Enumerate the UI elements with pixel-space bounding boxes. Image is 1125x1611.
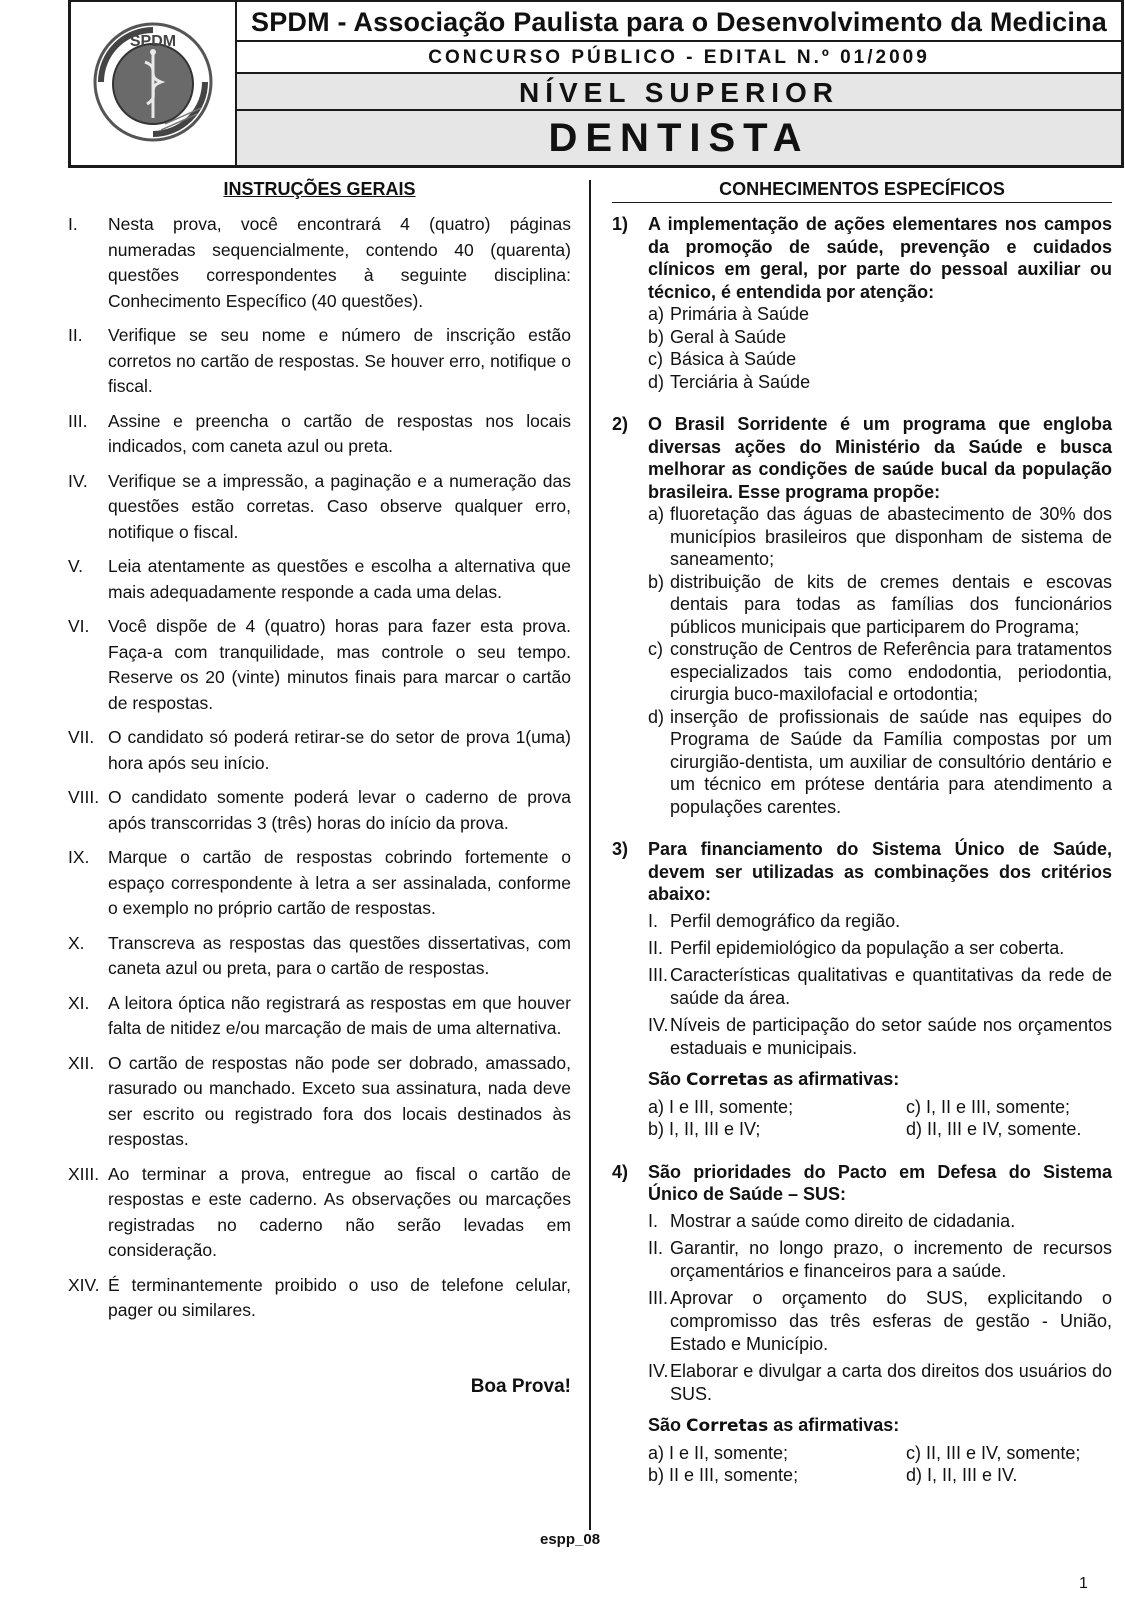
org-name: SPDM - Associação Paulista para o Desenvolvimento da Medicina <box>251 7 1107 37</box>
option-text: Geral à Saúde <box>670 326 787 347</box>
option-text: Terciária à Saúde <box>670 371 811 392</box>
statement-text: Aprovar o orçamento do SUS, explicitando o compromisso das três esferas de gestão - União, Estado e Município. <box>670 1287 1112 1354</box>
answer-option <box>612 503 1112 571</box>
statement-item <box>612 1360 1112 1406</box>
question-stem <box>612 1161 1112 1206</box>
instruction-item <box>68 785 571 836</box>
statement-item <box>612 964 1112 1010</box>
header-row-edital <box>237 42 1121 74</box>
instructions-column <box>68 176 571 1398</box>
instruction-item <box>68 1162 571 1264</box>
header-row-org <box>237 2 1121 42</box>
statement-num: I. <box>648 1210 659 1231</box>
instruction-text: Leia atentamente as questões e escolha a alternativa que mais adequadamente responde a cada uma delas. <box>108 556 571 602</box>
statement-num: IV. <box>648 1360 669 1381</box>
statement-text: Elaborar e divulgar a carta dos direitos dos usuários do SUS. <box>670 1360 1112 1404</box>
statement-num: II. <box>648 937 664 958</box>
question-number: 3) <box>612 839 629 859</box>
statement-num: III. <box>648 1287 669 1308</box>
instruction-item <box>68 469 571 546</box>
answer-option: d) I, II, III e IV. <box>906 1465 1018 1485</box>
header-row-nivel <box>237 74 1121 111</box>
instruction-num: V. <box>68 556 83 576</box>
question-text: São prioridades do Pacto em Defesa do Sistema Único de Saúde – SUS: <box>648 1161 1112 1204</box>
option-text: Primária à Saúde <box>670 304 810 324</box>
answer-options-grid <box>612 1442 1112 1487</box>
statement-text: Níveis de participação do setor saúde nos orçamentos estaduais e municipais. <box>670 1014 1112 1058</box>
instruction-text: A leitora óptica não registrará as respostas em que houver falta de nitidez e/ou marcação de mais de uma alternativa. <box>108 992 571 1038</box>
corretas-word: Corretas <box>686 1415 769 1436</box>
correct-prompt <box>612 1412 1112 1439</box>
statement-text: Características qualitativas e quantitativas da rede de saúde da área. <box>670 964 1112 1008</box>
question-2 <box>612 413 1112 818</box>
corretas-word: Corretas <box>686 1069 769 1090</box>
option-letter: c) <box>648 349 663 369</box>
option-letter: d) <box>648 371 665 392</box>
question-text: A implementação de ações elementares nos campos da promoção de saúde, prevenção e cuidados clínicos em geral, por parte do pessoal auxiliar ou técnico, é entendida por atenção: <box>648 214 1112 302</box>
instruction-text: Nesta prova, você encontrará 4 (quatro) páginas numeradas sequencialmente, contendo 40 (quarenta) questões correspondentes à seguinte disciplina: Conhecimento Específico (40 questões). <box>108 214 571 311</box>
instruction-text: O candidato só poderá retirar-se do setor de prova 1(uma) hora após seu início. <box>108 727 571 773</box>
exam-header <box>68 0 1124 168</box>
option-letter: b) <box>648 571 665 592</box>
instruction-num: VI. <box>68 616 90 636</box>
instruction-item <box>68 931 571 982</box>
instruction-text: Assine e preencha o cartão de respostas nos locais indicados, com caneta azul ou preta. <box>108 410 571 456</box>
instruction-item <box>68 409 571 460</box>
sao-word: São <box>648 1068 682 1089</box>
instruction-item <box>68 845 571 922</box>
option-letter: c) <box>648 639 663 659</box>
option-text: distribuição de kits de cremes dentais e escovas dentais para todas as famílias dos funcionários públicos municipais que participarem do Programa; <box>670 571 1112 637</box>
instruction-text: Você dispõe de 4 (quatro) horas para fazer esta prova. Faça-a com tranquilidade, mas controle o seu tempo. Reserve os 20 (vinte) minutos finais para marcar o cartão de respostas. <box>108 616 571 713</box>
instruction-num: II. <box>68 325 83 345</box>
instruction-num: VIII. <box>68 787 100 807</box>
option-letter: d) <box>648 706 665 727</box>
option-letter: a) <box>648 304 665 324</box>
answer-option <box>612 571 1112 639</box>
statement-text: Garantir, no longo prazo, o incremento de recursos orçamentários e financeiros para a saúde. <box>670 1237 1112 1281</box>
statement-num: IV. <box>648 1014 669 1035</box>
closing-text: Boa Prova! <box>470 1375 571 1397</box>
logo-text: SPDM <box>129 33 177 50</box>
answer-option: a) I e II, somente; <box>648 1442 789 1463</box>
option-text: fluoretação das águas de abastecimento de 30% dos municípios brasileiros que disponham de sistema de saneamento; <box>670 504 1112 569</box>
instruction-text: Transcreva as respostas das questões dissertativas, com caneta azul ou preta, para o cartão de respostas. <box>108 932 571 978</box>
edital-title: CONCURSO PÚBLICO - EDITAL N.º 01/2009 <box>428 47 930 68</box>
option-text: inserção de profissionais de saúde nas equipes do Programa de Saúde da Família compostas por um cirurgião-dentista, um auxiliar de consultório dentário e um técnico em prótese dentária para atendimento a populações carentes. <box>670 706 1112 817</box>
answer-option: b) II e III, somente; <box>648 1465 799 1485</box>
cargo-title: DENTISTA <box>548 116 810 160</box>
instruction-item <box>68 991 571 1042</box>
spdm-logo-icon <box>91 20 215 144</box>
answer-option: a) I e III, somente; <box>648 1096 794 1117</box>
statement-text: Mostrar a saúde como direito de cidadania. <box>670 1210 1016 1231</box>
question-1 <box>612 213 1112 393</box>
instruction-item <box>68 554 571 605</box>
question-stem <box>612 213 1112 303</box>
questions-title: CONHECIMENTOS ESPECÍFICOS <box>612 176 1112 203</box>
instruction-num: XIII. <box>68 1163 100 1184</box>
header-row-cargo <box>237 111 1121 165</box>
footer-code: espp_08 <box>540 1531 601 1548</box>
instruction-num: IV. <box>68 470 88 491</box>
page-number: 1 <box>1079 1575 1088 1592</box>
questions-column <box>612 176 1112 1507</box>
answer-options-grid <box>612 1096 1112 1141</box>
instruction-text: É terminantemente proibido o uso de telefone celular, pager ou similares. <box>108 1274 571 1320</box>
sao-word: São <box>648 1414 682 1435</box>
instruction-num: I. <box>68 214 78 234</box>
instructions-title: INSTRUÇÕES GERAIS <box>223 179 416 199</box>
answer-option: b) I, II, III e IV; <box>648 1119 761 1139</box>
question-number: 4) <box>612 1161 629 1182</box>
instruction-item <box>68 614 571 716</box>
correct-prompt <box>612 1066 1112 1093</box>
nivel-title: NÍVEL SUPERIOR <box>519 77 839 108</box>
question-stem <box>612 838 1112 906</box>
statement-item <box>612 1014 1112 1060</box>
instruction-text: O candidato somente poderá levar o caderno de prova após transcorridas 3 (três) horas do início da prova. <box>108 787 571 833</box>
answer-option <box>612 303 1112 326</box>
statement-num: I. <box>648 910 659 931</box>
instruction-item <box>68 725 571 776</box>
answer-option <box>612 371 1112 394</box>
instruction-item <box>68 1273 571 1324</box>
option-letter: b) <box>648 326 665 347</box>
afirmativas-word: as afirmativas: <box>773 1414 900 1435</box>
instruction-text: Marque o cartão de respostas cobrindo fortemente o espaço correspondente à letra a ser assinalada, conforme o exemplo no próprio cartão de respostas. <box>108 847 571 918</box>
question-number: 1) <box>612 214 629 234</box>
instruction-item <box>68 212 571 314</box>
statement-item <box>612 1237 1112 1283</box>
question-text: O Brasil Sorridente é um programa que engloba diversas ações do Ministério da Saúde e busca melhorar as condições de saúde bucal da população brasileira. Esse programa propõe: <box>648 414 1112 502</box>
answer-option <box>612 706 1112 819</box>
instruction-num: VII. <box>68 727 95 747</box>
instruction-item <box>68 1051 571 1153</box>
instruction-num: III. <box>68 410 88 431</box>
statement-num: III. <box>648 964 669 985</box>
option-text: Básica à Saúde <box>670 349 797 369</box>
logo-cell <box>71 2 237 165</box>
question-number: 2) <box>612 414 629 434</box>
statement-text: Perfil demográfico da região. <box>670 910 901 931</box>
answer-option: c) II, III e IV, somente; <box>906 1442 1081 1463</box>
question-3 <box>612 838 1112 1141</box>
question-text: Para financiamento do Sistema Único de Saúde, devem ser utilizadas as combinações dos critérios abaixo: <box>648 839 1112 904</box>
instruction-item <box>68 323 571 400</box>
answer-option <box>612 348 1112 371</box>
answer-option <box>612 326 1112 349</box>
instruction-num: IX. <box>68 847 90 867</box>
instruction-num: X. <box>68 932 85 953</box>
answer-option <box>612 638 1112 706</box>
instruction-text: Verifique se a impressão, a paginação e a numeração das questões estão corretas. Caso observe qualquer erro, notifique o fiscal. <box>108 470 571 542</box>
instruction-text: O cartão de respostas não pode ser dobrado, amassado, rasurado ou manchado. Exceto sua assinatura, nada deve ser escrito ou registrado fora dos locais destinados às respostas. <box>108 1052 571 1149</box>
instruction-num: XIV. <box>68 1274 100 1295</box>
statement-item <box>612 937 1112 960</box>
instruction-num: XI. <box>68 992 90 1013</box>
statement-item <box>612 910 1112 933</box>
instruction-text: Ao terminar a prova, entregue ao fiscal o cartão de respostas e este caderno. As observações ou marcações registradas no caderno não serão levadas em consideração. <box>108 1163 571 1260</box>
column-divider <box>589 180 591 1530</box>
statement-text: Perfil epidemiológico da população a ser coberta. <box>670 937 1065 958</box>
option-letter: a) <box>648 504 665 524</box>
statement-item <box>612 1287 1112 1356</box>
instruction-num: XII. <box>68 1052 95 1073</box>
question-4 <box>612 1161 1112 1487</box>
afirmativas-word: as afirmativas: <box>773 1068 900 1089</box>
answer-option: c) I, II e III, somente; <box>906 1096 1071 1117</box>
statement-item <box>612 1210 1112 1233</box>
answer-option: d) II, III e IV, somente. <box>906 1119 1082 1139</box>
question-stem <box>612 413 1112 503</box>
instruction-text: Verifique se seu nome e número de inscrição estão corretos no cartão de respostas. Se houver erro, notifique o fiscal. <box>108 325 571 396</box>
statement-num: II. <box>648 1237 664 1258</box>
option-text: construção de Centros de Referência para tratamentos especializados tais como endodontia, periodontia, cirurgia buco-maxilofacial e ortodontia; <box>670 639 1112 704</box>
